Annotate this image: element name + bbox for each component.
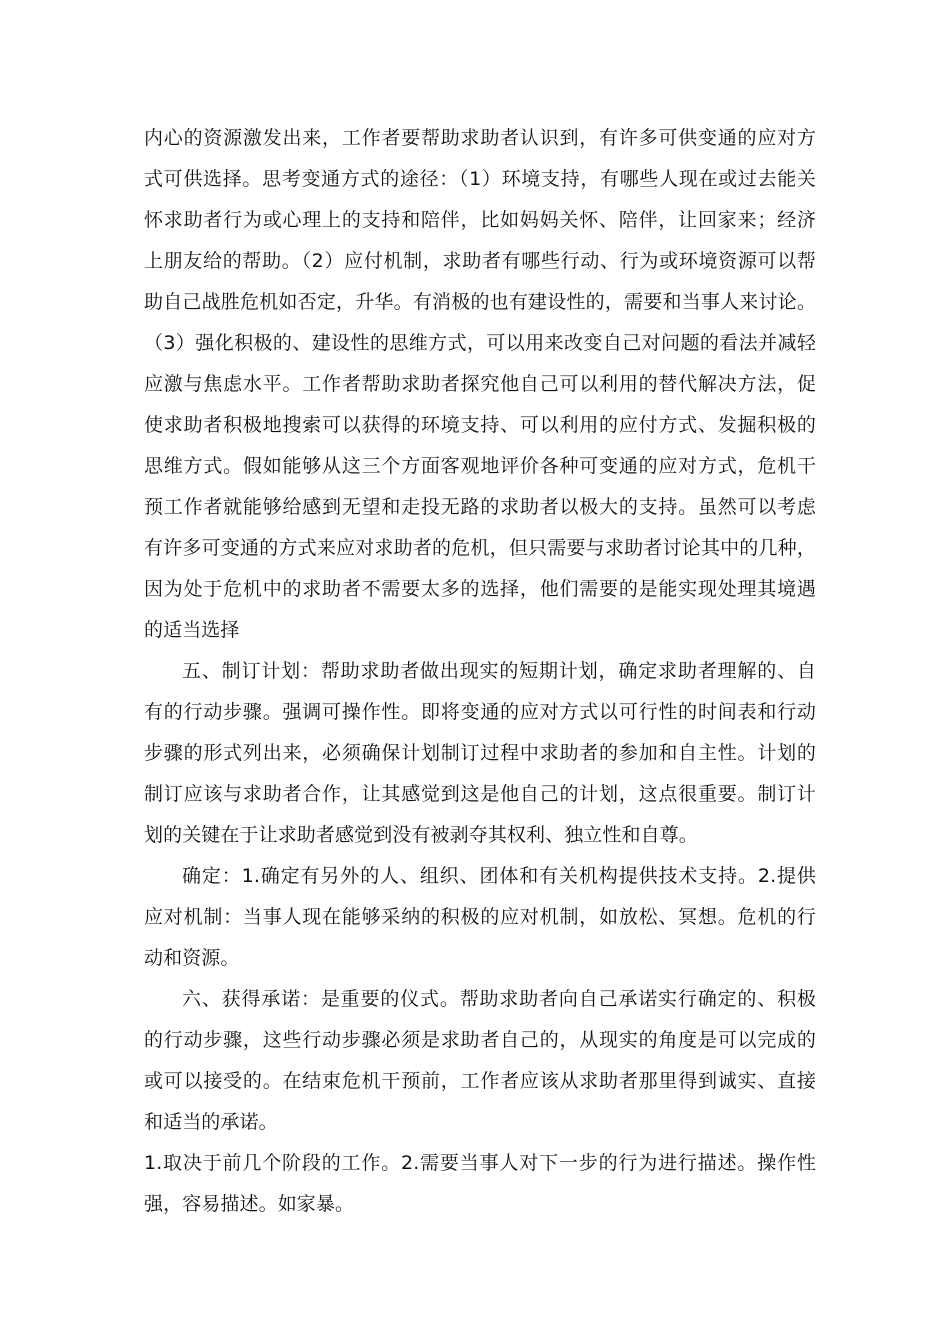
section-heading-line: 六、获得承诺：是重要的仪式。帮助求助者向自己承诺实行确定的、积极	[182, 988, 816, 1010]
text-line: 强，容易描述。如家暴。	[144, 1193, 355, 1215]
text-line: 应激与焦虑水平。工作者帮助求助者探究他自己可以利用的替代解决方法，促	[144, 373, 816, 395]
text-line: 使求助者积极地搜索可以获得的环境支持、可以利用的应付方式、发掘积极的	[144, 414, 816, 436]
text-line: 的行动步骤，这些行动步骤必须是求助者自己的，从现实的角度是可以完成的	[144, 1029, 816, 1051]
text-line: 或可以接受的。在结束危机干预前，工作者应该从求助者那里得到诚实、直接	[144, 1070, 816, 1092]
body-text	[144, 118, 816, 1225]
text-line: 应对机制：当事人现在能够采纳的积极的应对机制，如放松、冥想。危机的行	[144, 906, 816, 928]
text-line: 1.取决于前几个阶段的工作。2.需要当事人对下一步的行为进行描述。操作性	[144, 1152, 816, 1174]
text-line: 上朋友给的帮助。（2）应付机制，求助者有哪些行动、行为或环境资源可以帮	[144, 250, 816, 272]
text-line: 制订应该与求助者合作，让其感觉到这是他自己的计划，这点很重要。制订计	[144, 783, 816, 805]
paragraph-start-line: 确定：1.确定有另外的人、组织、团体和有关机构提供技术支持。2.提供	[182, 865, 816, 887]
text-line: 因为处于危机中的求助者不需要太多的选择，他们需要的是能实现处理其境遇	[144, 578, 816, 600]
text-line: 的适当选择	[144, 619, 240, 641]
text-line: 怀求助者行为或心理上的支持和陪伴，比如妈妈关怀、陪伴，让回家来；经济	[144, 209, 816, 231]
section-heading-line: 五、制订计划：帮助求助者做出现实的短期计划，确定求助者理解的、自	[182, 660, 816, 682]
text-line: 预工作者就能够给感到无望和走投无路的求助者以极大的支持。虽然可以考虑	[144, 496, 816, 518]
text-line: 思维方式。假如能够从这三个方面客观地评价各种可变通的应对方式，危机干	[144, 455, 816, 477]
text-line: 有的行动步骤。强调可操作性。即将变通的应对方式以可行性的时间表和行动	[144, 701, 816, 723]
text-line: 步骤的形式列出来，必须确保计划制订过程中求助者的参加和自主性。计划的	[144, 742, 816, 764]
text-line: 划的关键在于让求助者感觉到没有被剥夺其权利、独立性和自尊。	[144, 824, 698, 846]
text-line: 助自己战胜危机如否定，升华。有消极的也有建设性的，需要和当事人来讨论。	[144, 291, 816, 313]
text-line: （3）强化积极的、建设性的思维方式，可以用来改变自己对问题的看法并减轻	[144, 332, 816, 354]
text-line: 有许多可变通的方式来应对求助者的危机，但只需要与求助者讨论其中的几种，	[144, 537, 816, 559]
text-line: 内心的资源激发出来，工作者要帮助求助者认识到，有许多可供变通的应对方	[144, 127, 816, 149]
text-line: 动和资源。	[144, 947, 240, 969]
text-line: 和适当的承诺。	[144, 1111, 278, 1133]
text-line: 式可供选择。思考变通方式的途径：（1）环境支持，有哪些人现在或过去能关	[144, 168, 816, 190]
